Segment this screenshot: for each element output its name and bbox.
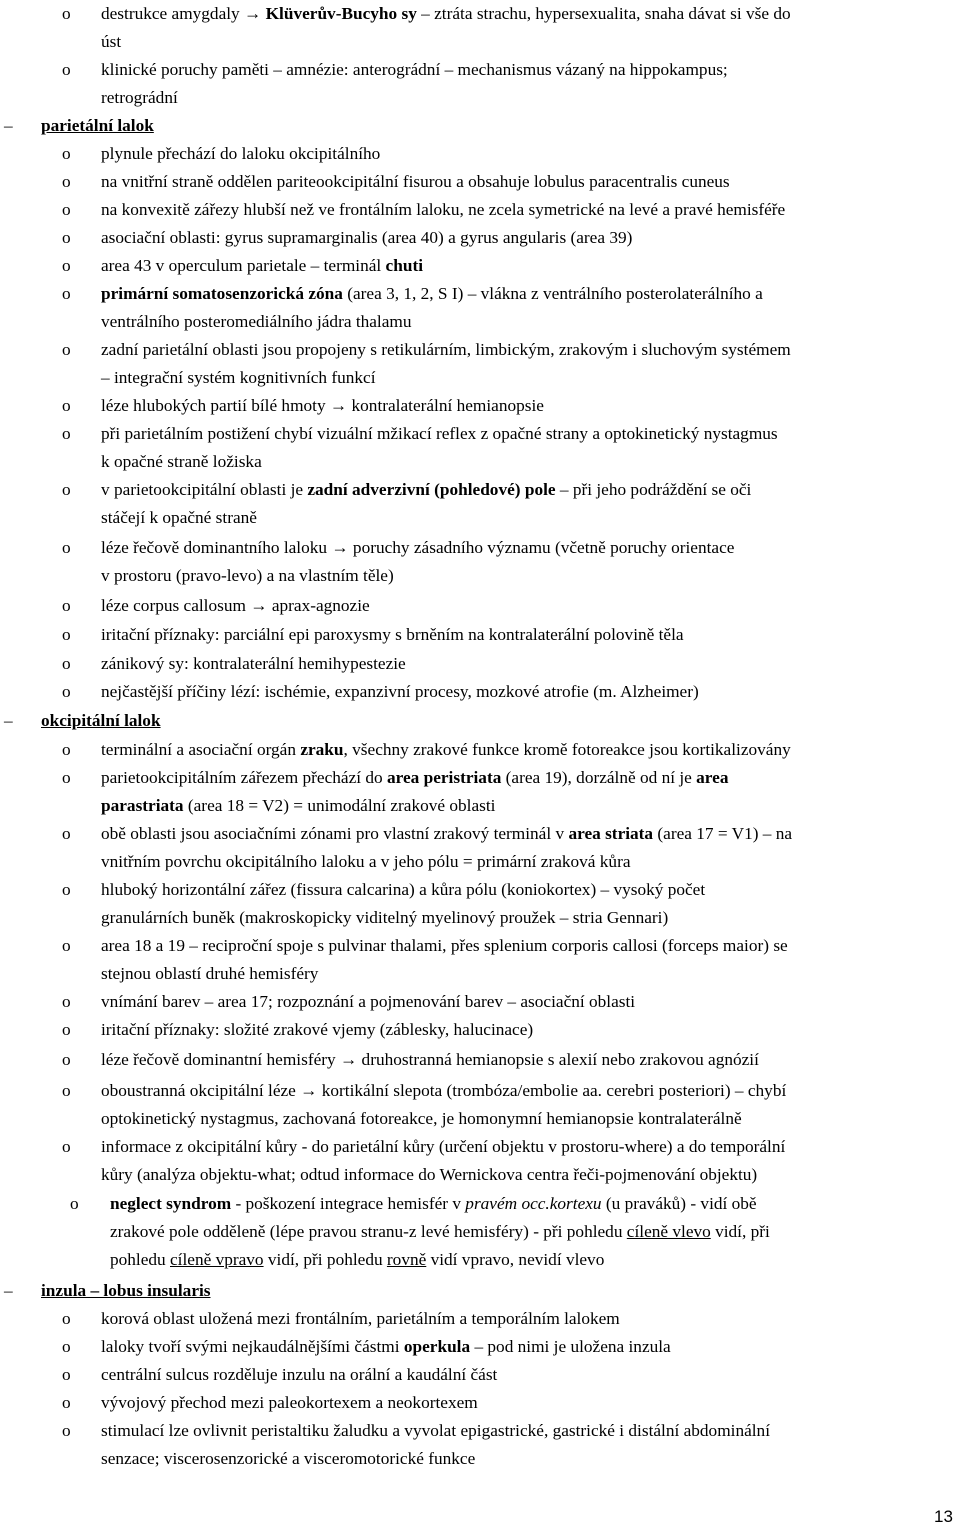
line-text — [101, 876, 705, 904]
list-item-continuation — [0, 1445, 958, 1473]
text-run: kůry (analýza objektu-what; odtud informace do Wernickova centra řeči-pojmenování objektu) — [101, 1165, 758, 1184]
list-item — [0, 592, 958, 620]
list-item — [0, 252, 958, 280]
list-item — [0, 1077, 958, 1105]
bullet-marker: o — [62, 424, 71, 443]
bullet-marker: o — [62, 1050, 71, 1069]
line-text — [101, 534, 734, 562]
line-text — [101, 1445, 475, 1473]
text-run: stejnou oblastí druhé hemisféry — [101, 964, 319, 983]
line-text — [101, 848, 631, 876]
dash-marker: – — [4, 711, 13, 730]
bullet-marker: o — [62, 1421, 71, 1440]
line-text — [101, 252, 423, 280]
list-item — [0, 1190, 958, 1218]
line-text — [101, 420, 778, 448]
list-item — [0, 1417, 958, 1445]
bullet-marker: o — [62, 625, 71, 644]
list-item — [0, 420, 958, 448]
heading-text — [41, 112, 154, 140]
list-item — [0, 224, 958, 252]
text-run: oboustranná okcipitální léze → kortikální slepota (trombóza/embolie aa. cerebri posteriori) – chybí — [101, 1081, 787, 1100]
text-run: (area 18 = V2) = unimodální zrakové oblasti — [183, 796, 496, 815]
list-item-continuation — [0, 84, 958, 112]
line-text — [101, 562, 394, 590]
text-run: (area 17 = V1) – na — [653, 824, 793, 843]
text-run: cíleně vlevo — [626, 1222, 711, 1241]
text-run: vývojový přechod mezi paleokortexem a neokortexem — [101, 1393, 478, 1412]
list-item — [0, 476, 958, 504]
list-item — [0, 1016, 958, 1044]
bullet-marker: o — [62, 992, 71, 1011]
list-item-continuation — [0, 308, 958, 336]
text-run: pravém occ.kortexu — [465, 1194, 602, 1213]
text-run: Klüverův-Bucyho sy — [265, 4, 417, 23]
line-text — [101, 1389, 478, 1417]
text-run: zadní parietální oblasti jsou propojeny s retikulárním, limbickým, zrakovým i sluchovým systémem — [101, 340, 791, 359]
line-text — [101, 678, 699, 706]
text-run: okcipitální lalok — [41, 711, 161, 730]
text-run: k opačné straně ložiska — [101, 452, 262, 471]
heading-text — [41, 1277, 211, 1305]
text-run: – integrační systém kognitivních funkcí — [101, 368, 376, 387]
bullet-marker: o — [62, 172, 71, 191]
line-text — [101, 504, 257, 532]
bullet-marker: o — [62, 256, 71, 275]
list-item — [0, 820, 958, 848]
line-text — [101, 168, 730, 196]
line-text — [101, 792, 495, 820]
bullet-marker: o — [62, 654, 71, 673]
bullet-marker: o — [62, 936, 71, 955]
line-text — [101, 392, 544, 420]
list-item — [0, 56, 958, 84]
line-text — [101, 1077, 786, 1105]
bullet-marker: o — [62, 1081, 71, 1100]
line-text — [101, 336, 791, 364]
text-run: zadní adverzivní (pohledové) pole — [307, 480, 556, 499]
list-item-continuation — [0, 562, 958, 590]
list-item-continuation — [0, 364, 958, 392]
text-run: klinické poruchy paměti – amnézie: anterográdní – mechanismus vázaný na hippokampus; — [101, 60, 728, 79]
text-run: area 18 a 19 – reciproční spoje s pulvinar thalami, přes splenium corporis callosi (forceps maior) se — [101, 936, 788, 955]
text-run: informace z okcipitální kůry - do parietální kůry (určení objektu v prostoru-where) a do temporální — [101, 1137, 786, 1156]
line-text — [101, 650, 406, 678]
text-run: area 43 v operculum parietale – terminál — [101, 256, 386, 275]
bullet-marker: o — [62, 284, 71, 303]
bullet-marker: o — [62, 4, 71, 23]
text-run: area striata — [568, 824, 654, 843]
text-run: na konvexitě zářezy hlubší než ve frontálním laloku, ne zcela symetrické na levé a pravé hemisféře — [101, 200, 786, 219]
text-run: léze řečově dominantní hemisféry → druhostranná hemianopsie s alexií nebo zrakovou agnózií — [101, 1050, 759, 1069]
text-run: parastriata — [101, 796, 184, 815]
text-run: , všechny zrakové funkce kromě fotoreakce jsou kortikalizovány — [343, 740, 791, 759]
text-run: inzula – lobus insularis — [41, 1281, 211, 1300]
dash-marker: – — [4, 116, 13, 135]
text-run: terminální a asociační orgán — [101, 740, 301, 759]
list-item-continuation — [0, 448, 958, 476]
bullet-marker: o — [62, 1393, 71, 1412]
line-text — [101, 1333, 671, 1361]
text-run: - poškození integrace hemisfér v — [231, 1194, 466, 1213]
bullet-marker: o — [62, 538, 71, 557]
heading-text — [41, 707, 161, 735]
line-text — [101, 196, 785, 224]
list-item-continuation — [0, 1246, 958, 1274]
text-run: zrakové pole odděleně (lépe pravou stranu-z levé hemisféry) - při pohledu — [110, 1222, 627, 1241]
text-run: (u praváků) - vidí obě — [601, 1194, 757, 1213]
text-run: cíleně vpravo — [170, 1250, 264, 1269]
list-item — [0, 678, 958, 706]
text-run: iritační příznaky: složité zrakové vjemy (záblesky, halucinace) — [101, 1020, 534, 1039]
list-item — [0, 764, 958, 792]
bullet-marker: o — [62, 228, 71, 247]
text-run: parietální lalok — [41, 116, 154, 135]
text-run: laloky tvoří svými nejkaudálnějšími částmi — [101, 1337, 404, 1356]
text-run: neglect syndrom — [110, 1194, 232, 1213]
line-text — [101, 280, 763, 308]
text-run: vnímání barev – area 17; rozpoznání a pojmenování barev – asociační oblasti — [101, 992, 636, 1011]
text-run: chuti — [385, 256, 423, 275]
text-run: léze corpus callosum → aprax-agnozie — [101, 596, 370, 615]
line-text — [101, 1161, 757, 1189]
bullet-marker: o — [62, 1020, 71, 1039]
text-run: iritační příznaky: parciální epi paroxysmy s brněním na kontralaterální polovině těla — [101, 625, 684, 644]
list-item-continuation — [0, 1218, 958, 1246]
line-text — [110, 1218, 770, 1246]
bullet-marker: o — [62, 596, 71, 615]
line-text — [101, 592, 370, 620]
list-item — [0, 140, 958, 168]
line-text — [101, 1133, 785, 1161]
text-run: senzace; viscerosenzorické a visceromotorické funkce — [101, 1449, 476, 1468]
line-text — [101, 1016, 533, 1044]
line-text — [101, 448, 262, 476]
text-run: area peristriata — [386, 768, 502, 787]
text-run: v parietookcipitální oblasti je — [101, 480, 308, 499]
dash-marker: – — [4, 1281, 13, 1300]
text-run: stáčejí k opačné straně — [101, 508, 257, 527]
list-item — [0, 988, 958, 1016]
text-run: centrální sulcus rozděluje inzulu na orální a kaudální část — [101, 1365, 498, 1384]
bullet-marker: o — [62, 144, 71, 163]
text-run: parietookcipitálním zářezem přechází do — [101, 768, 387, 787]
text-run: (area 19), dorzálně od ní je — [501, 768, 697, 787]
bullet-marker: o — [62, 880, 71, 899]
list-item — [0, 1361, 958, 1389]
line-text — [101, 988, 635, 1016]
line-text — [101, 224, 632, 252]
text-run: vnitřním povrchu okcipitálního laloku a v jeho pólu = primární zraková kůra — [101, 852, 631, 871]
text-run: granulárních buněk (makroskopicky viditelný myelinový proužek – stria Gennari) — [101, 908, 669, 927]
list-item-continuation — [0, 848, 958, 876]
line-text — [101, 1046, 759, 1074]
list-item — [0, 1046, 958, 1074]
text-run: vidí, při pohledu — [263, 1250, 387, 1269]
text-run: primární somatosenzorická zóna — [101, 284, 343, 303]
text-run: stimulací lze ovlivnit peristaltiku žaludku a vyvolat epigastrické, gastrické i distální abdominální — [101, 1421, 770, 1440]
list-item-continuation — [0, 960, 958, 988]
list-item — [0, 1133, 958, 1161]
line-text — [110, 1190, 757, 1218]
list-item — [0, 1333, 958, 1361]
line-text — [101, 84, 178, 112]
bullet-marker: o — [62, 740, 71, 759]
line-text — [101, 56, 728, 84]
bullet-marker: o — [62, 1365, 71, 1384]
line-text — [101, 1417, 770, 1445]
list-item-continuation — [0, 1105, 958, 1133]
text-run: hluboký horizontální zářez (fissura calcarina) a kůra pólu (koniokortex) – vysoký počet — [101, 880, 706, 899]
line-text — [101, 1105, 742, 1133]
text-run: na vnitřní straně oddělen pariteookcipitální fisurou a obsahuje lobulus paracentralis cuneus — [101, 172, 730, 191]
text-run: léze řečově dominantního laloku → poruchy zásadního významu (včetně poruchy orientace — [101, 538, 735, 557]
line-text — [101, 364, 376, 392]
bullet-marker: o — [62, 1309, 71, 1328]
line-text — [101, 621, 684, 649]
bullet-marker: o — [62, 824, 71, 843]
list-item — [0, 650, 958, 678]
line-text — [101, 820, 792, 848]
bullet-marker: o — [62, 682, 71, 701]
text-run: area — [696, 768, 729, 787]
line-text — [101, 904, 668, 932]
line-text — [110, 1246, 604, 1274]
bullet-marker: o — [62, 60, 71, 79]
text-run: optokinetický nystagmus, zachovaná fotoreakce, je homonymní hemianopsie kontralaterálně — [101, 1109, 742, 1128]
bullet-marker: o — [62, 340, 71, 359]
text-run: – ztráta strachu, hypersexualita, snaha dávat si vše do — [416, 4, 791, 23]
text-run: při parietálním postižení chybí vizuální mžikací reflex z opačné strany a optokinetický nystagmus — [101, 424, 778, 443]
list-item-continuation — [0, 904, 958, 932]
page-number: 13 — [934, 1507, 953, 1526]
list-item — [0, 1305, 958, 1333]
text-run: obě oblasti jsou asociačními zónami pro vlastní zrakový terminál v — [101, 824, 569, 843]
list-item — [0, 168, 958, 196]
text-run: v prostoru (pravo-levo) a na vlastním těle) — [101, 566, 394, 585]
line-text — [101, 308, 412, 336]
text-run: operkula — [403, 1337, 471, 1356]
line-text — [101, 932, 788, 960]
bullet-marker: o — [62, 1137, 71, 1156]
line-text — [101, 0, 791, 28]
text-run: korová oblast uložená mezi frontálním, parietálním a temporálním lalokem — [101, 1309, 620, 1328]
text-run: asociační oblasti: gyrus supramarginalis (area 40) a gyrus angularis (area 39) — [101, 228, 633, 247]
line-text — [101, 1361, 497, 1389]
text-run: zraku — [300, 740, 344, 759]
list-item — [0, 736, 958, 764]
list-item — [0, 621, 958, 649]
line-text — [101, 960, 318, 988]
text-run: léze hlubokých partií bílé hmoty → kontralaterální hemianopsie — [101, 396, 544, 415]
text-run: vidí vpravo, nevidí vlevo — [426, 1250, 605, 1269]
section-heading — [0, 707, 958, 735]
line-text — [101, 476, 751, 504]
list-item-continuation — [0, 504, 958, 532]
text-run: destrukce amygdaly → — [101, 4, 266, 23]
text-run: retrográdní — [101, 88, 178, 107]
list-item-continuation — [0, 28, 958, 56]
bullet-marker: o — [62, 396, 71, 415]
text-run: vidí, při — [710, 1222, 770, 1241]
list-item-continuation — [0, 792, 958, 820]
bullet-marker: o — [70, 1194, 79, 1213]
list-item — [0, 876, 958, 904]
list-item — [0, 392, 958, 420]
text-run: – při jeho podráždění se oči — [555, 480, 752, 499]
bullet-marker: o — [62, 200, 71, 219]
bullet-marker: o — [62, 480, 71, 499]
list-item-continuation — [0, 1161, 958, 1189]
bullet-marker: o — [62, 1337, 71, 1356]
text-run: plynule přechází do laloku okcipitálního — [101, 144, 381, 163]
text-run: – pod nimi je uložena inzula — [470, 1337, 671, 1356]
list-item — [0, 932, 958, 960]
bullet-marker: o — [62, 768, 71, 787]
list-item — [0, 534, 958, 562]
text-run: pohledu — [110, 1250, 170, 1269]
text-run: nejčastější příčiny lézí: ischémie, expanzivní procesy, mozkové atrofie (m. Alzheimer) — [101, 682, 699, 701]
list-item — [0, 0, 958, 28]
section-heading — [0, 1277, 958, 1305]
list-item — [0, 1389, 958, 1417]
line-text — [101, 140, 380, 168]
list-item — [0, 336, 958, 364]
line-text — [101, 764, 728, 792]
text-run: ventrálního posteromediálního jádra thalamu — [101, 312, 412, 331]
list-item — [0, 196, 958, 224]
list-item — [0, 280, 958, 308]
text-run: úst — [101, 32, 122, 51]
section-heading — [0, 112, 958, 140]
line-text — [101, 1305, 620, 1333]
text-run: (area 3, 1, 2, S I) – vlákna z ventrálního posterolaterálního a — [342, 284, 763, 303]
line-text — [101, 736, 791, 764]
text-run: rovně — [386, 1250, 427, 1269]
line-text — [101, 28, 121, 56]
text-run: zánikový sy: kontralaterální hemihypestezie — [101, 654, 406, 673]
